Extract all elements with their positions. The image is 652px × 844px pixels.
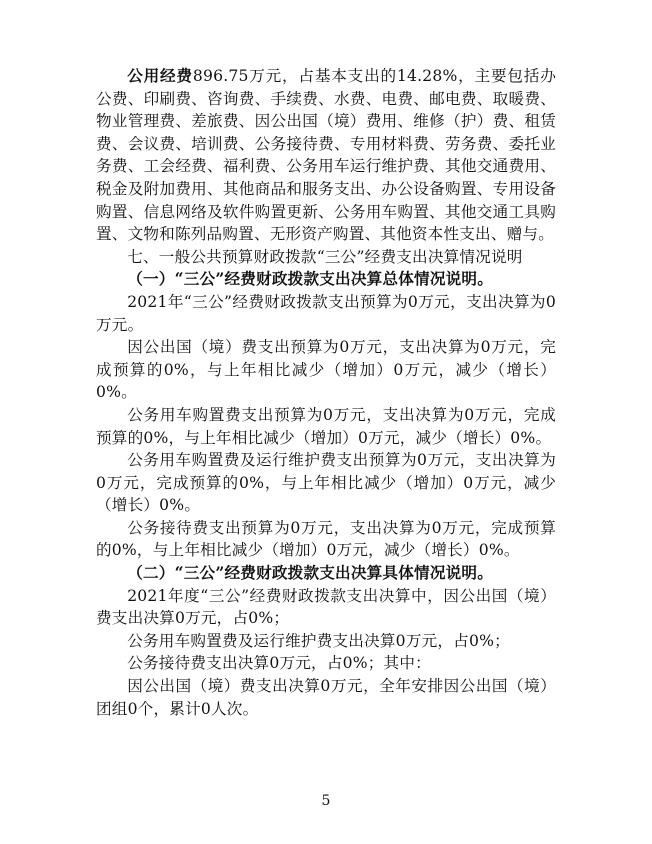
paragraph-lead: 公用经费 [127, 66, 193, 85]
paragraph-text: 896.75万元，占基本支出的14.28%，主要包括办公费、印刷费、咨询费、手续费、水费、电费、邮电费、取暖费、物业管理费、差旅费、因公出国（境）费用、维修（护）费、租赁费、会议费、培训费、公务接待费、专用材料费、劳务费、委托业务费、工会经费、福利费、公务用车运行维护费、其他交通费用、税金及附加费用、其他商品和服务支出、办公设备购置、专用设备购置、信息网络及软件购置更新、公务用车购置、其他交通工具购置、文物和陈列品购置、无形资产购置、其他资本性支出、赠与。 [96, 67, 556, 244]
paragraph-reception: 公务接待费支出预算为0万元，支出决算为0万元，完成预算的0%，与上年相比减少（增加）0万元，减少（增长）0%。 [96, 518, 556, 560]
document-body [96, 65, 556, 720]
paragraph-overseas: 因公出国（境）费支出预算为0万元，支出决算为0万元，完成预算的0%，与上年相比减少（增加）0万元，减少（增长）0%。 [96, 338, 556, 402]
paragraph-vehicle-operation: 公务用车购置费及运行维护费支出预算为0万元，支出决算为0万元，完成预算的0%，与上年相比减少（增加）0万元，减少（增长）0%。 [96, 451, 556, 515]
paragraph-public-expenses [96, 65, 556, 246]
paragraph-details-groups: 因公出国（境）费支出决算0万元，全年安排因公出国（境）团组0个，累计0人次。 [96, 677, 556, 718]
paragraph-details-reception: 公务接待费支出决算0万元，占0%；其中： [127, 654, 431, 673]
paragraph-details-overseas: 2021年度“三公”经费财政拨款支出决算中，因公出国（境）费支出决算0万元，占0%； [96, 586, 556, 628]
subheading-details: （二）“三公”经费财政拨款支出决算具体情况说明。 [127, 563, 493, 583]
subheading-overall: （一）“三公”经费财政拨款支出决算总体情况说明。 [127, 269, 493, 289]
page-number: 5 [321, 793, 331, 809]
section-heading-seven: 七、一般公共预算财政拨款“三公”经费支出决算情况说明 [127, 247, 523, 266]
paragraph-vehicle-purchase: 公务用车购置费支出预算为0万元，支出决算为0万元，完成预算的0%，与上年相比减少（增加）0万元，减少（增长）0%。 [96, 405, 556, 447]
paragraph-total-budget: 2021年“三公”经费财政拨款支出预算为0万元，支出决算为0万元。 [96, 292, 556, 334]
paragraph-details-vehicle: 公务用车购置费及运行维护费支出决算0万元，占0%； [127, 631, 510, 650]
